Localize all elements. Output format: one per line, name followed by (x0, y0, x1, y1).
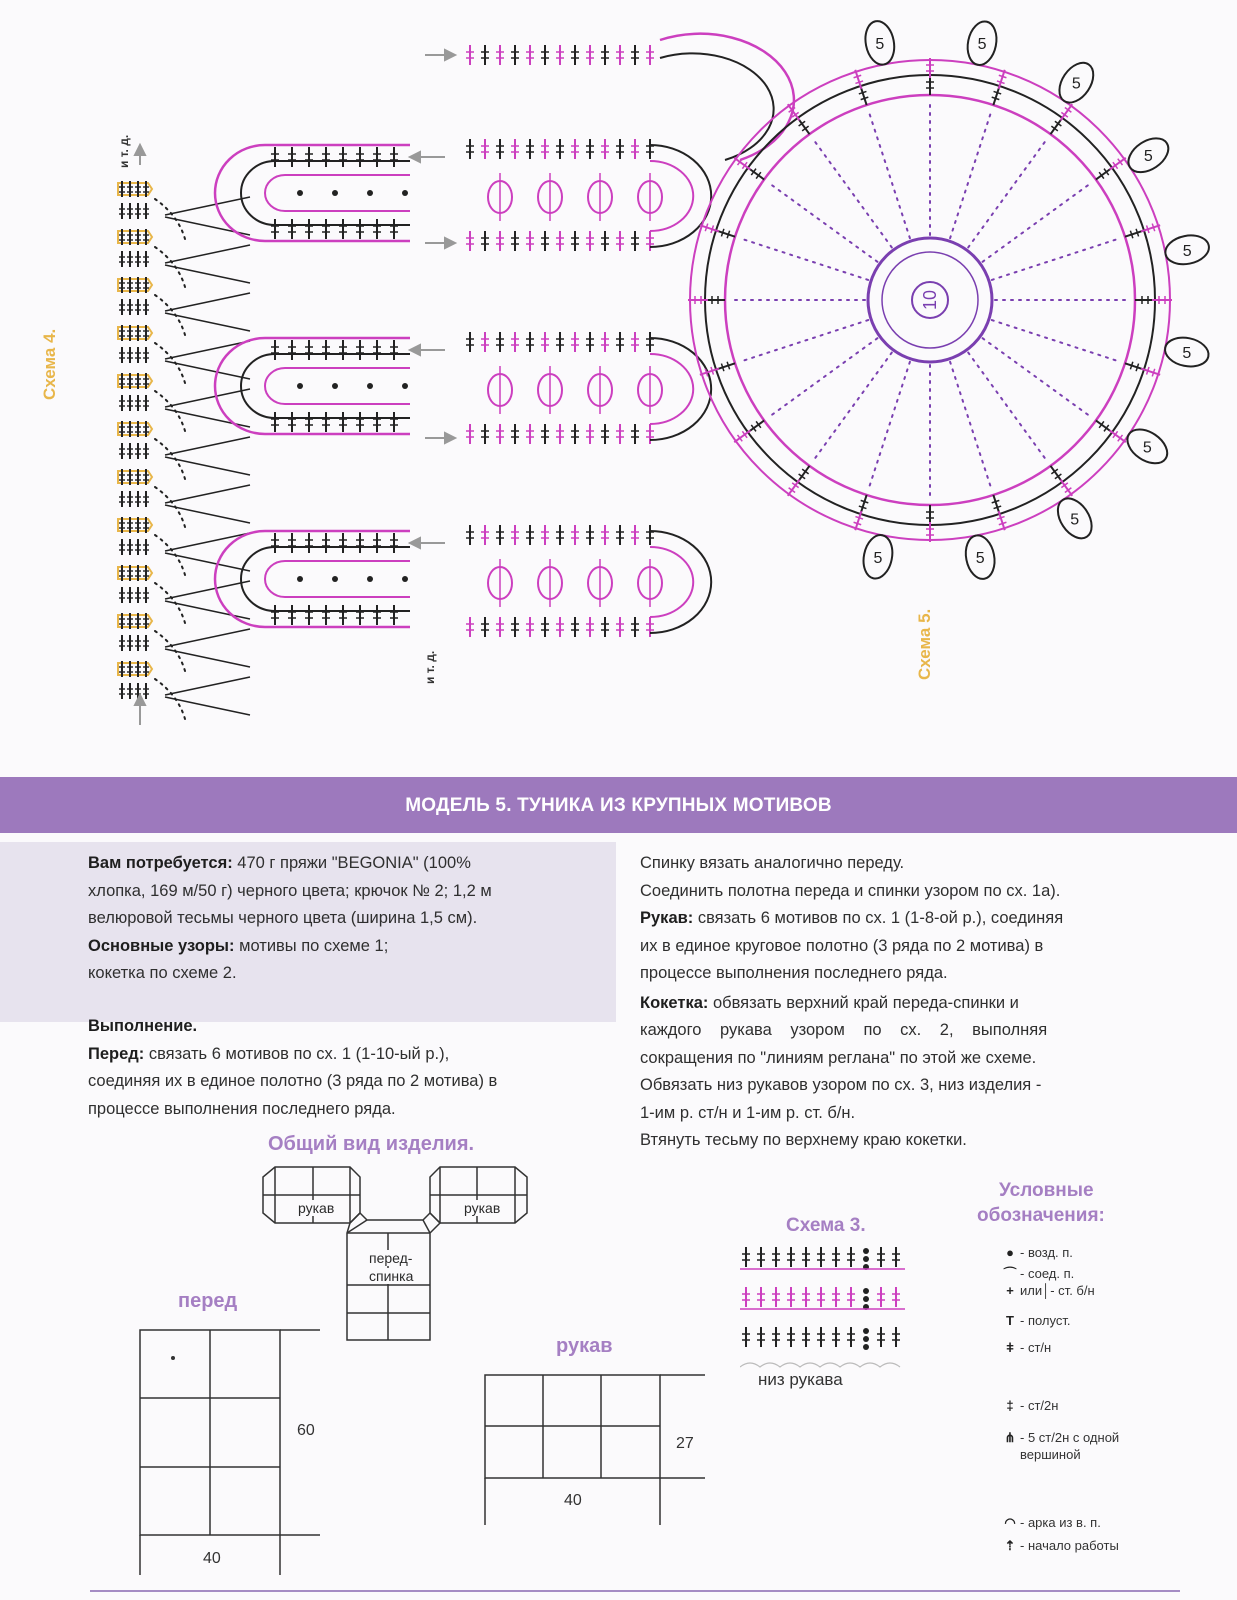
legend-text: - ст/2н (1020, 1398, 1059, 1413)
materials-text (88, 850, 598, 988)
model-title: МОДЕЛЬ 5. ТУНИКА ИЗ КРУПНЫХ МОТИВОВ (405, 795, 832, 816)
legend-item (1000, 1313, 1071, 1328)
scheme5-label: Схема 5. (915, 608, 934, 680)
patterns-line-1: Основные узоры: мотивы по схеме 1; (88, 936, 389, 955)
legend-item (1000, 1283, 1095, 1298)
front-height-dim: 60 (297, 1422, 315, 1439)
legend-title-1: Условные (999, 1180, 1094, 1201)
legend-symbol: ⌒ (1003, 1266, 1017, 1281)
overview-front-back-1: перед- (369, 1250, 413, 1266)
petal-number: 5 (1071, 75, 1081, 93)
legend-title-2: обозначения: (977, 1205, 1105, 1226)
overview-front-back-2: спинка (369, 1268, 414, 1284)
bottom-rule (90, 1590, 1180, 1592)
legend-symbol: ǂ (1006, 1340, 1014, 1355)
petal-number: 5 (1070, 511, 1080, 529)
legend-symbol: ⇡ (1004, 1538, 1016, 1553)
right-column-text (640, 850, 1160, 1155)
overview-sleeve-right: рукав (464, 1200, 501, 1216)
sleeve-width-dim: 40 (564, 1492, 582, 1509)
legend-item (1000, 1538, 1119, 1554)
sleeve-line-1: Рукав: связать 6 мотивов по сх. 1 (1-8-ой р.), соединяя (640, 909, 1064, 927)
sleeve-height-dim: 27 (676, 1435, 694, 1452)
front-piece-grid (135, 1325, 325, 1580)
petal-number: 5 (1182, 345, 1192, 363)
back-line: Спинку вязать аналогично переду. (640, 854, 905, 872)
execution-heading: Выполнение. (88, 1017, 198, 1035)
petal-number: 5 (873, 549, 883, 567)
legend-symbol: T (1006, 1313, 1014, 1328)
scheme4-label: Схема 4. (40, 328, 59, 400)
join-line: Соединить полотна переда и спинки узором по сх. 1а). (640, 881, 1061, 900)
materials-line-2: хлопка, 169 м/50 г) черного цвета; крючок № 2; 1,2 м (88, 881, 492, 900)
legend-text: - начало работы (1020, 1538, 1119, 1553)
overview-title: Общий вид изделия. (268, 1133, 475, 1155)
petal-number: 5 (977, 36, 987, 54)
legend-text: - соед. п. (1020, 1266, 1075, 1281)
bottom-line-2: 1-им р. ст/н и 1-им р. ст. б/н. (640, 1103, 856, 1122)
legend-item (1000, 1430, 1119, 1446)
legend-text: - полуст. (1020, 1313, 1071, 1328)
legend-item (1000, 1398, 1058, 1413)
scheme5-circle-motif (688, 19, 1211, 582)
crochet-diagram-area (0, 0, 1237, 760)
legend-symbol: + (1006, 1283, 1014, 1298)
tape-line: Втянуть тесьму по верхнему краю кокетки. (640, 1131, 967, 1149)
front-line-3: процессе выполнения последнего ряда. (88, 1099, 396, 1118)
execution-text (88, 1013, 603, 1123)
etc-mark-bottom: и т. д. (423, 650, 437, 684)
legend-item (1000, 1447, 1081, 1462)
scheme4-edge-column (118, 181, 250, 719)
etc-mark-top: и т. д. (117, 134, 131, 168)
yoke-line-1: Кокетка: обвязать верхний край переда-спинки и (640, 993, 1019, 1012)
legend-text: - ст/н (1020, 1340, 1052, 1355)
materials-line-3: велюровой тесьмы черного цвета (ширина 1,5 см). (88, 909, 478, 927)
legend-symbol: ‡ (1006, 1398, 1014, 1413)
scheme3-caption: низ рукава (758, 1370, 843, 1389)
crochet-diagram (0, 0, 1237, 760)
scheme3-title: Схема 3. (786, 1215, 866, 1236)
legend-symbol: ● (1006, 1245, 1014, 1260)
legend-text: вершиной (1020, 1447, 1081, 1462)
yoke-line-2: каждого рукава узором по сх. 2, выполняя (640, 1021, 1048, 1039)
legend-item (1000, 1515, 1101, 1531)
legend-text: - возд. п. (1020, 1245, 1073, 1260)
petal-number: 5 (975, 550, 985, 568)
title-banner (0, 777, 1237, 833)
legend-item (1000, 1245, 1073, 1260)
front-piece-title: перед (178, 1290, 238, 1312)
petal-number: 5 (1143, 148, 1153, 166)
scheme3-diagram (740, 1245, 920, 1375)
petal-number: 5 (875, 35, 885, 53)
petal-number: 5 (1182, 242, 1192, 260)
yoke-line-3: сокращения по "линиям реглана" по этой же схеме. (640, 1048, 1037, 1067)
overview-sleeve-left: рукав (298, 1200, 335, 1216)
front-line-1: Перед: связать 6 мотивов по сх. 1 (1-10-ый р.), (88, 1044, 450, 1063)
legend-symbol: ⋔ (1004, 1430, 1016, 1445)
legend-item (1000, 1263, 1074, 1282)
legend-text: - арка из в. п. (1020, 1515, 1101, 1530)
legend-text: или│- ст. б/н (1020, 1283, 1095, 1298)
sleeve-line-2: их в единое круговое полотно (3 ряда по 2 мотива) в (640, 936, 1044, 955)
patterns-line-2: кокетка по схеме 2. (88, 964, 237, 982)
front-line-2: соединяя их в единое полотно (3 ряда по 2 мотива) в (88, 1072, 498, 1090)
legend-symbol: ◠ (1004, 1515, 1016, 1530)
materials-line-1: Вам потребуется: 470 г пряжи "BEGONIA" (100% (88, 854, 471, 872)
legend-item (1000, 1340, 1051, 1355)
petal-number: 5 (1142, 439, 1152, 457)
front-width-dim: 40 (203, 1550, 221, 1567)
bottom-line-1: Обвязать низ рукавов узором по сх. 3, низ изделия - (640, 1076, 1042, 1094)
sleeve-piece-title: рукав (556, 1335, 613, 1357)
sleeve-line-3: процессе выполнения последнего ряда. (640, 964, 948, 982)
legend-text: - 5 ст/2н с одной (1020, 1430, 1120, 1445)
circle-center-number: 10 (920, 289, 940, 311)
